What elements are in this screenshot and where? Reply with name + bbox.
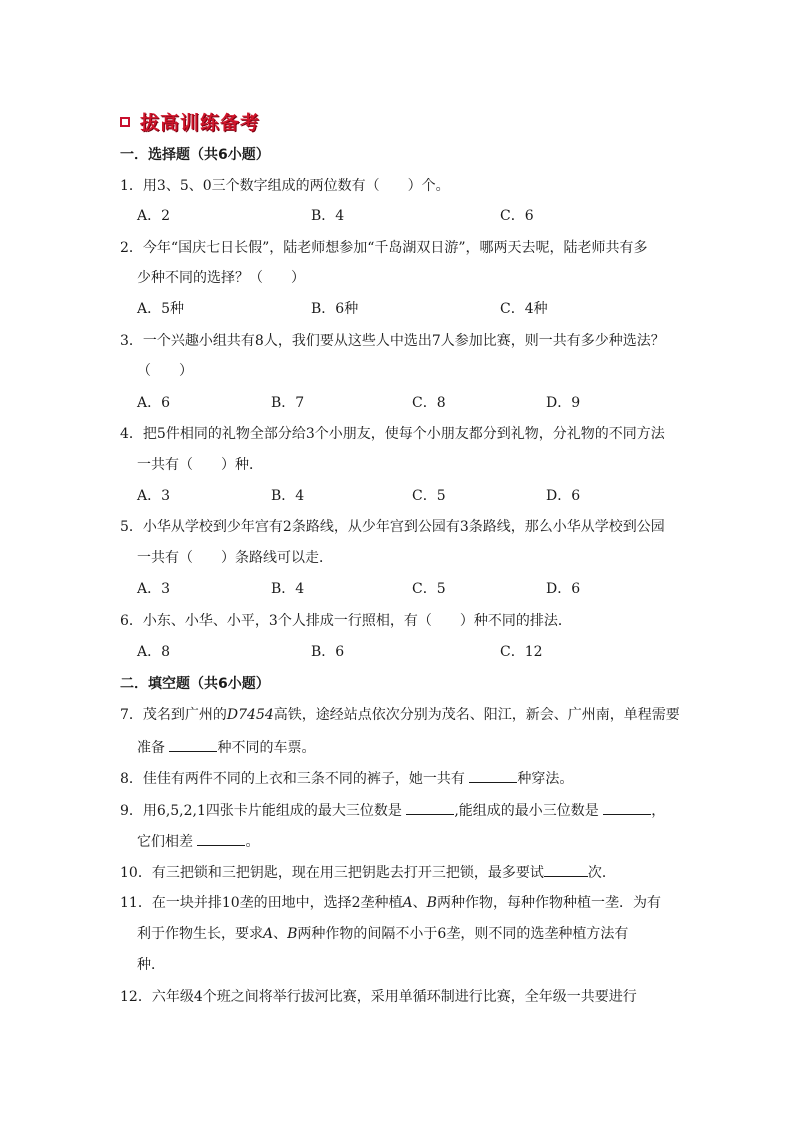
question-3-line-1: 3．一个兴趣小组共有8人，我们要从这些人中选出7人参加比赛，则一共有多少种选法？ — [120, 333, 665, 349]
option-a: A．2 — [137, 208, 171, 224]
question-9-text-d: 它们相差 — [137, 834, 198, 850]
answer-blank[interactable] — [603, 800, 651, 815]
question-4-line-1: 4．把5件相同的礼物全部分给3个小朋友，使每个小朋友都分到礼物，分礼物的不同方法 — [120, 426, 665, 442]
question-10 — [120, 862, 616, 882]
option-b: B．4 — [271, 488, 305, 504]
square-bullet-icon — [120, 117, 130, 127]
crop-a: A — [263, 926, 274, 942]
question-11-text-b: 、 — [412, 895, 427, 911]
question-9-text-a: 9．用6,5,2,1四张卡片能组成的最大三位数是 — [120, 803, 407, 819]
option-b: B．4 — [271, 581, 305, 597]
question-11-text-e: 、 — [273, 926, 288, 942]
question-4-line-2: 一共有（ ）种． — [137, 457, 263, 473]
option-a: A．3 — [137, 581, 171, 597]
question-7-text-c: 准备 — [137, 740, 170, 756]
option-b: B．6种 — [311, 301, 359, 317]
option-d: D．6 — [546, 488, 581, 504]
question-10-text-a: 10．有三把锁和三把钥匙，现在用三把钥匙去打开三把锁，最多要试 — [120, 865, 544, 881]
question-8-text-b: 种穿法。 — [517, 771, 574, 787]
option-a: A．3 — [137, 488, 171, 504]
question-11-text-a: 11．在一块并排10垄的田地中，选择2垄种植 — [120, 895, 403, 911]
train-code: D7454 — [226, 707, 274, 723]
question-11-text-d: 利于作物生长，要求 — [137, 926, 263, 942]
question-9-line-1 — [120, 800, 665, 820]
option-a: A．6 — [137, 395, 171, 411]
question-9-line-2 — [137, 831, 259, 851]
option-c: C．12 — [500, 644, 543, 660]
question-7-text-a: 7．茂名到广州的 — [120, 707, 227, 723]
question-8-text-a: 8．佳佳有两件不同的上衣和三条不同的裤子，她一共有 — [120, 771, 470, 787]
section-heading — [120, 108, 260, 135]
option-d: D．9 — [546, 395, 581, 411]
question-9-text-e: 。 — [245, 834, 260, 850]
option-c: C．8 — [412, 395, 446, 411]
question-7-text-b: 高铁，途经站点依次分别为茂名、阳江，新会、广州南，单程需要 — [273, 707, 680, 723]
question-11-text-c: 两种作物，每种作物种植一垄．为有 — [436, 895, 661, 911]
answer-blank[interactable] — [406, 800, 454, 815]
section-title-fill: 二．填空题（共6小题） — [120, 676, 270, 692]
question-9-text-b: ,能组成的最小三位数是 — [454, 803, 604, 819]
option-b: B．7 — [271, 395, 305, 411]
heading-text: 拔高训练备考 — [140, 112, 261, 134]
option-c: C．5 — [412, 581, 446, 597]
question-5-line-2: 一共有（ ）条路线可以走． — [137, 550, 333, 566]
question-10-text-b: 次． — [587, 865, 616, 881]
option-a: A．8 — [137, 644, 171, 660]
answer-blank[interactable] — [544, 862, 588, 877]
crop-b: B — [426, 895, 437, 911]
question-11-text-f: 两种作物的间隔不小于6垄，则不同的选垄种植方法有 — [297, 926, 629, 942]
question-11-line-1 — [120, 894, 661, 912]
question-11-line-3: 种． — [137, 957, 165, 973]
question-5-line-1: 5．小华从学校到少年宫有2条路线，从少年宫到公园有3条路线，那么小华从学校到公园 — [120, 519, 665, 535]
option-a: A．5种 — [137, 301, 185, 317]
question-12: 12．六年级4个班之间将举行拔河比赛，采用单循环制进行比赛，全年级一共要进行 — [120, 989, 637, 1005]
option-c: C．4种 — [500, 301, 548, 317]
crop-b: B — [287, 926, 298, 942]
question-2-line-2: 少种不同的选择？（ ） — [137, 270, 305, 286]
crop-a: A — [402, 895, 413, 911]
question-7-line-1 — [120, 706, 680, 724]
question-1: 1．用3、5、0三个数字组成的两位数有（ ）个。 — [120, 178, 450, 194]
question-3-line-2: （ ） — [137, 363, 193, 379]
answer-blank[interactable] — [197, 831, 245, 846]
option-d: D．6 — [546, 581, 581, 597]
option-b: B．6 — [311, 644, 345, 660]
question-2-line-1: 2．今年“国庆七日长假”，陆老师想参加“千岛湖双日游”，哪两天去呢，陆老师共有多 — [120, 240, 648, 256]
question-7-line-2 — [137, 737, 315, 757]
option-b: B．4 — [311, 208, 345, 224]
option-c: C．5 — [412, 488, 446, 504]
section-title-choice: 一．选择题（共6小题） — [120, 147, 270, 163]
question-11-line-2 — [137, 925, 628, 943]
option-c: C．6 — [500, 208, 534, 224]
answer-blank[interactable] — [169, 737, 217, 752]
question-8 — [120, 768, 573, 788]
question-7-text-d: 种不同的车票。 — [217, 740, 316, 756]
question-6: 6．小东、小华、小平，3个人排成一行照相，有（ ）种不同的排法． — [120, 613, 572, 629]
question-9-text-c: ， — [651, 803, 666, 819]
answer-blank[interactable] — [469, 768, 517, 783]
